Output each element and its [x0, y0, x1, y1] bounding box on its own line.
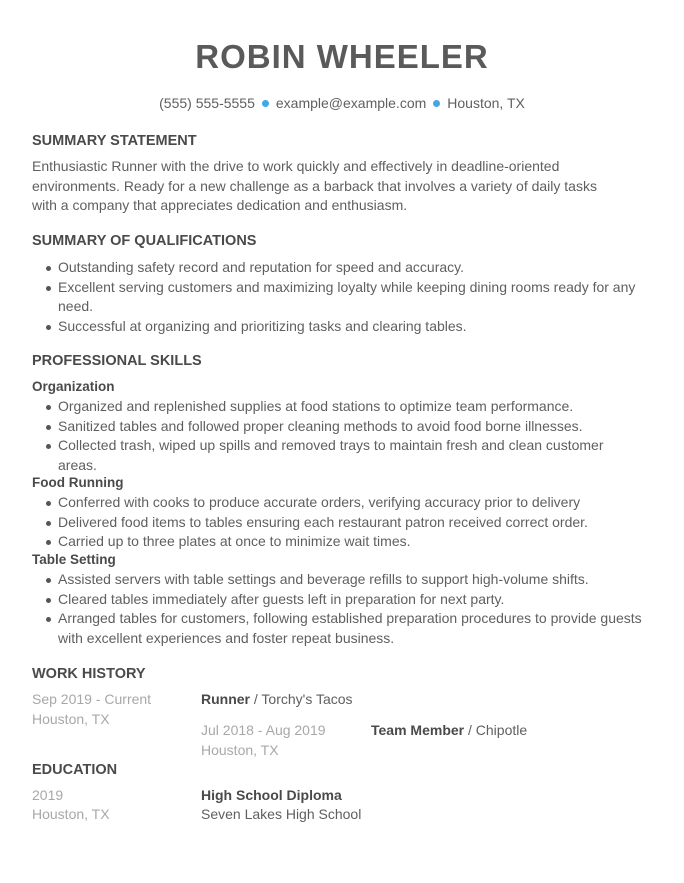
education-heading: EDUCATION [32, 762, 118, 778]
list-item: Sanitized tables and followed proper cleaning methods to avoid food borne illnesses. [32, 417, 642, 437]
skill-group-title: Organization [32, 379, 115, 394]
education-year: 2019 [32, 787, 64, 803]
skill-group-list [32, 570, 642, 648]
list-item: Carried up to three plates at once to minimize wait times. [32, 532, 642, 552]
candidate-name: ROBIN WHEELER [195, 38, 489, 75]
job-location: Houston, TX [201, 742, 279, 758]
skill-group-title: Food Running [32, 475, 124, 490]
list-item: Arranged tables for customers, following established preparation procedures to provide guests with excellent experiences and foster repeat business. [32, 609, 642, 648]
list-item: Cleared tables immediately after guests left in preparation for next party. [32, 590, 642, 610]
contact-line [0, 95, 684, 111]
job-dates: Sep 2019 - Current [32, 691, 152, 707]
list-item: Assisted servers with table settings and beverage refills to support high-volume shifts. [32, 570, 642, 590]
skill-group-list [32, 493, 642, 552]
email: example@example.com [275, 95, 427, 111]
skills-heading: PROFESSIONAL SKILLS [32, 353, 202, 369]
skill-group-title: Table Setting [32, 552, 116, 567]
location: Houston, TX [447, 95, 525, 111]
summary-heading: SUMMARY STATEMENT [32, 133, 197, 149]
list-item: Successful at organizing and prioritizing tasks and clearing tables. [32, 317, 642, 337]
job-employer: Chipotle [475, 722, 528, 738]
list-item: Collected trash, wiped up spills and removed trays to maintain fresh and clean customer areas. [32, 436, 642, 475]
skill-group-list [32, 397, 642, 475]
job-title-line: Team Member / Chipotle [371, 722, 528, 738]
qualifications-heading: SUMMARY OF QUALIFICATIONS [32, 233, 257, 249]
summary-text: Enthusiastic Runner with the drive to work quickly and effectively in deadline-oriented environments. Ready for a new challenge as a barback that involves a variety of daily tasks with a company that appreciates dedication and enthusiasm. [32, 158, 597, 213]
job-title: Team Member [371, 722, 465, 738]
job-dates: Jul 2018 - Aug 2019 [201, 722, 326, 738]
list-item: Conferred with cooks to produce accurate orders, verifying accuracy prior to delivery [32, 493, 642, 513]
list-item: Outstanding safety record and reputation for speed and accuracy. [32, 258, 642, 278]
list-item: Excellent serving customers and maximizing loyalty while keeping dining rooms ready for any need. [32, 278, 642, 317]
list-item: Organized and replenished supplies at food stations to optimize team performance. [32, 397, 642, 417]
job-title: Runner [201, 691, 250, 707]
job-location: Houston, TX [32, 711, 110, 727]
work-heading: WORK HISTORY [32, 666, 146, 682]
bullet-dot-icon [433, 100, 440, 107]
education-school: Seven Lakes High School [201, 806, 362, 822]
education-location: Houston, TX [32, 806, 110, 822]
job-title-line: Runner / Torchy's Tacos [201, 691, 353, 707]
bullet-dot-icon [262, 100, 269, 107]
job-employer: Torchy's Tacos [261, 691, 353, 707]
education-degree: High School Diploma [201, 787, 342, 803]
qualifications-list [32, 258, 642, 336]
phone: (555) 555-5555 [159, 95, 255, 111]
list-item: Delivered food items to tables ensuring each restaurant patron received correct order. [32, 513, 642, 533]
